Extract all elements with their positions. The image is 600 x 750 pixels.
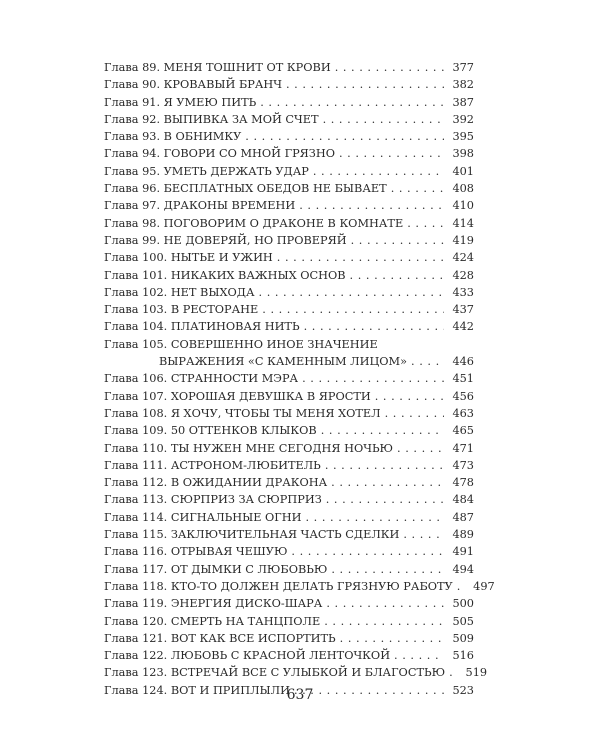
toc-entry-title: Глава 122. ЛЮБОВЬ С КРАСНОЙ ЛЕНТОЧКОЙ xyxy=(104,649,391,663)
toc-entry xyxy=(104,215,474,232)
toc-entry xyxy=(104,128,474,145)
dot-leader xyxy=(321,422,444,439)
dot-leader xyxy=(335,59,444,76)
toc-entry xyxy=(104,59,474,76)
dot-leader xyxy=(411,353,444,370)
dot-leader xyxy=(397,440,444,457)
toc-entry-page: 465 xyxy=(452,424,474,438)
toc-entry-title: Глава 102. НЕТ ВЫХОДА xyxy=(104,285,255,299)
toc-entry-page: 497 xyxy=(473,579,495,593)
toc-entry-page: 410 xyxy=(452,199,474,213)
dot-leader xyxy=(331,474,444,491)
toc-entry-page: 414 xyxy=(452,216,474,230)
dot-leader xyxy=(403,526,444,543)
dot-leader xyxy=(245,128,444,145)
toc-entry xyxy=(104,613,474,630)
toc-entry-title-continued: ВЫРАЖЕНИЯ «С КАМЕННЫМ ЛИЦОМ» xyxy=(159,355,408,369)
toc-entry-title: Глава 100. НЫТЬЕ И УЖИН xyxy=(104,251,273,265)
toc-entry xyxy=(104,630,474,647)
toc-entry xyxy=(104,405,474,422)
toc-entry xyxy=(104,232,474,249)
toc-entry xyxy=(104,76,474,93)
toc-entry-title: Глава 113. СЮРПРИЗ ЗА СЮРПРИЗ xyxy=(104,493,322,507)
toc-entry xyxy=(104,163,474,180)
toc-entry-title: Глава 95. УМЕТЬ ДЕРЖАТЬ УДАР xyxy=(104,164,309,178)
toc-entry-page: 437 xyxy=(452,303,474,317)
toc-entry-title: Глава 93. В ОБНИМКУ xyxy=(104,130,242,144)
dot-leader xyxy=(306,509,445,526)
toc-entry-title: Глава 111. АСТРОНОМ-ЛЮБИТЕЛЬ xyxy=(104,458,321,472)
toc-entry-page: 491 xyxy=(452,545,474,559)
dot-leader xyxy=(323,111,444,128)
toc-entry-page: 523 xyxy=(452,683,474,697)
dot-leader xyxy=(331,561,444,578)
toc-entry-title: Глава 112. В ОЖИДАНИИ ДРАКОНА xyxy=(104,476,328,490)
toc-entry-title: Глава 109. 50 ОТТЕНКОВ КЛЫКОВ xyxy=(104,424,317,438)
toc-entry xyxy=(104,647,474,664)
toc-entry xyxy=(104,267,474,284)
toc-entry-title: Глава 119. ЭНЕРГИЯ ДИСКО-ШАРА xyxy=(104,597,323,611)
toc-entry xyxy=(104,111,474,128)
dot-leader xyxy=(299,197,444,214)
toc-entry xyxy=(104,664,488,681)
dot-leader xyxy=(277,249,444,266)
toc-entry-title: Глава 105. СОВЕРШЕННО ИНОЕ ЗНАЧЕНИЕ xyxy=(104,337,378,351)
toc-entry xyxy=(104,94,474,111)
toc-entry xyxy=(104,284,474,301)
toc-entry-title: Глава 120. СМЕРТЬ НА ТАНЦПОЛЕ xyxy=(104,614,321,628)
dot-leader xyxy=(449,664,457,681)
toc-entry-title: Глава 106. СТРАННОСТИ МЭРА xyxy=(104,372,299,386)
dot-leader xyxy=(326,595,444,612)
toc-entry-page: 442 xyxy=(452,320,474,334)
toc-entry xyxy=(104,318,474,335)
toc-entry xyxy=(104,370,474,387)
toc-entry-page: 519 xyxy=(465,666,488,680)
toc-entry-title: Глава 92. ВЫПИВКА ЗА МОЙ СЧЕТ xyxy=(104,112,319,126)
toc-entry xyxy=(104,336,474,371)
dot-leader xyxy=(286,76,444,93)
toc-entry xyxy=(104,474,474,491)
toc-entry xyxy=(104,509,474,526)
toc-entry-title: Глава 94. ГОВОРИ СО МНОЙ ГРЯЗНО xyxy=(104,147,335,161)
dot-leader xyxy=(339,145,444,162)
dot-leader xyxy=(394,647,444,664)
toc-entry-page: 505 xyxy=(452,614,474,628)
toc-entry xyxy=(104,440,474,457)
toc-entry-title: Глава 96. БЕСПЛАТНЫХ ОБЕДОВ НЕ БЫВАЕТ xyxy=(104,182,387,196)
dot-leader xyxy=(351,232,444,249)
toc-entry-title: Глава 123. ВСТРЕЧАЙ ВСЕ С УЛЫБКОЙ И БЛАГОСТЬЮ xyxy=(104,666,446,680)
dot-leader xyxy=(350,267,444,284)
dot-leader xyxy=(325,457,444,474)
toc-entry-title: Глава 118. КТО-ТО ДОЛЖЕН ДЕЛАТЬ ГРЯЗНУЮ РАБОТУ xyxy=(104,579,453,593)
dot-leader xyxy=(262,301,444,318)
dot-leader xyxy=(326,491,444,508)
toc-entry-title: Глава 124. ВОТ И ПРИПЛЫЛИ xyxy=(104,683,290,697)
toc-entry-page: 433 xyxy=(452,285,474,299)
toc-entry-title: Глава 108. Я ХОЧУ, ЧТОБЫ ТЫ МЕНЯ ХОТЕЛ xyxy=(104,406,381,420)
toc-entry-page: 478 xyxy=(452,476,474,490)
toc-entry-page: 377 xyxy=(452,61,474,74)
dot-leader xyxy=(302,370,444,387)
toc-entry-page: 509 xyxy=(452,631,474,645)
toc-entry-page: 398 xyxy=(452,147,474,161)
toc-entry-title: Глава 114. СИГНАЛЬНЫЕ ОГНИ xyxy=(104,510,302,524)
toc-entry-page: 387 xyxy=(452,95,474,109)
dot-leader xyxy=(324,613,444,630)
dot-leader xyxy=(385,405,444,422)
toc-entry xyxy=(104,388,474,405)
toc-entry-page: 456 xyxy=(452,389,474,403)
dot-leader xyxy=(391,180,444,197)
toc-entry-title: Глава 89. МЕНЯ ТОШНИТ ОТ КРОВИ xyxy=(104,61,331,74)
toc-entry-page: 408 xyxy=(452,182,474,196)
toc-entry-title: Глава 103. В РЕСТОРАНЕ xyxy=(104,303,259,317)
toc-entry xyxy=(104,180,474,197)
toc-entry xyxy=(104,543,474,560)
toc-entry-title: Глава 90. КРОВАВЫЙ БРАНЧ xyxy=(104,78,282,92)
toc-entry-page: 424 xyxy=(452,251,474,265)
dot-leader xyxy=(304,318,444,335)
toc-entry-title: Глава 121. ВОТ КАК ВСЕ ИСПОРТИТЬ xyxy=(104,631,336,645)
toc-entry-page: 382 xyxy=(452,78,474,92)
toc-entry-title: Глава 110. ТЫ НУЖЕН МНЕ СЕГОДНЯ НОЧЬЮ xyxy=(104,441,394,455)
toc-entry-page: 428 xyxy=(452,268,474,282)
toc-entry-title: Глава 116. ОТРЫВАЯ ЧЕШУЮ xyxy=(104,545,288,559)
toc-entry xyxy=(104,145,474,162)
toc-entry-page: 419 xyxy=(452,233,474,247)
toc-entry xyxy=(104,526,474,543)
dot-leader xyxy=(407,215,444,232)
toc-entry-title: Глава 107. ХОРОШАЯ ДЕВУШКА В ЯРОСТИ xyxy=(104,389,371,403)
toc-entry-title: Глава 91. Я УМЕЮ ПИТЬ xyxy=(104,95,257,109)
toc-entry xyxy=(104,422,474,439)
toc-entry xyxy=(104,491,474,508)
toc-entry-page: 500 xyxy=(452,597,474,611)
toc-entry-title: Глава 117. ОТ ДЫМКИ С ЛЮБОВЬЮ xyxy=(104,562,328,576)
toc-entry-page: 471 xyxy=(452,441,474,455)
toc-entry-page: 484 xyxy=(452,493,474,507)
table-of-contents xyxy=(104,59,495,699)
dot-leader xyxy=(340,630,444,647)
toc-entry-page: 395 xyxy=(452,130,474,144)
toc-entry-page: 489 xyxy=(452,528,474,542)
toc-entry-page: 401 xyxy=(452,164,474,178)
toc-entry-page: 494 xyxy=(452,562,474,576)
toc-entry-title: Глава 101. НИКАКИХ ВАЖНЫХ ОСНОВ xyxy=(104,268,346,282)
toc-entry-page: 487 xyxy=(452,510,474,524)
toc-entry xyxy=(104,457,474,474)
toc-entry xyxy=(104,249,474,266)
toc-entry-page: 463 xyxy=(452,406,474,420)
toc-entry xyxy=(104,197,474,214)
toc-entry-page: 516 xyxy=(452,649,474,663)
page-number: 637 xyxy=(286,687,314,703)
toc-entry xyxy=(104,595,474,612)
dot-leader xyxy=(259,284,444,301)
toc-entry-page: 473 xyxy=(452,458,474,472)
toc-entry xyxy=(104,561,474,578)
toc-entry-title: Глава 115. ЗАКЛЮЧИТЕЛЬНАЯ ЧАСТЬ СДЕЛКИ xyxy=(104,528,400,542)
dot-leader xyxy=(291,543,444,560)
toc-entry-page: 446 xyxy=(452,355,474,369)
toc-entry xyxy=(104,578,495,595)
toc-entry-title: Глава 98. ПОГОВОРИМ О ДРАКОНЕ В КОМНАТЕ xyxy=(104,216,404,230)
toc-entry-title: Глава 97. ДРАКОНЫ ВРЕМЕНИ xyxy=(104,199,296,213)
toc-entry-title: Глава 104. ПЛАТИНОВАЯ НИТЬ xyxy=(104,320,300,334)
toc-entry-page: 451 xyxy=(452,372,474,386)
dot-leader xyxy=(313,163,444,180)
dot-leader xyxy=(260,94,444,111)
dot-leader xyxy=(457,578,465,595)
dot-leader xyxy=(375,388,444,405)
toc-entry-page: 392 xyxy=(452,112,474,126)
toc-entry-title: Глава 99. НЕ ДОВЕРЯЙ, НО ПРОВЕРЯЙ xyxy=(104,233,347,247)
toc-entry xyxy=(104,301,474,318)
